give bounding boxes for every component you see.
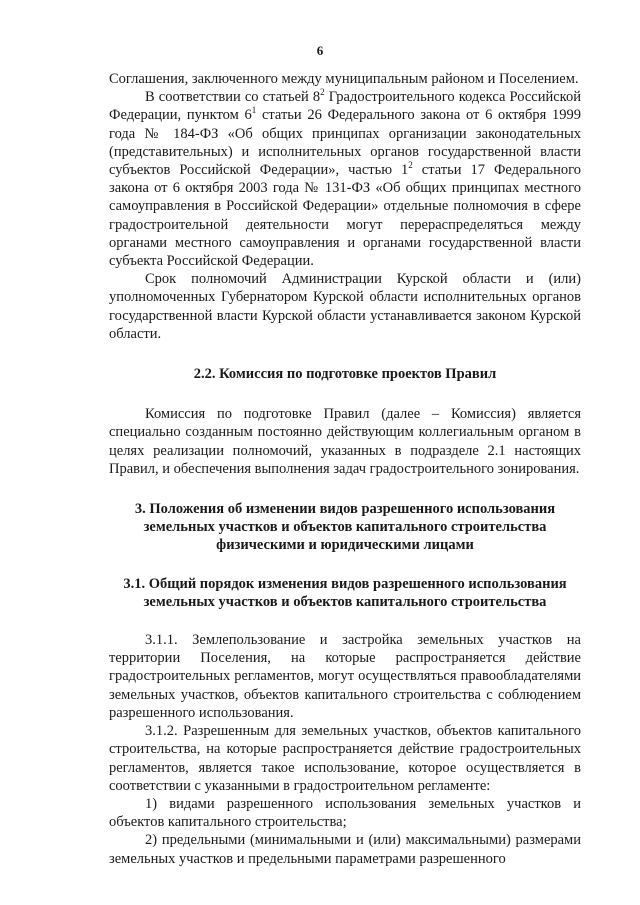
heading-line: физическими и юридическими лицами <box>216 537 474 554</box>
document-body <box>109 70 581 868</box>
paragraph-continuation: Соглашения, заключенного между муниципальным районом и Поселением. <box>109 71 579 87</box>
spacer <box>109 383 581 405</box>
paragraph-commission: Комиссия по подготовке Правил (далее – Комиссия) является специально созданным постоянно действующим коллегиальным органом в целях реализации полномочий, указанных в подразделе 2.1 настоящих Правил, и обеспечения выполнения задач градостроительного зонирования. <box>109 406 581 477</box>
spacer <box>109 555 581 575</box>
heading-line: 3. Положения об изменении видов разрешенного использования <box>134 501 556 518</box>
spacer <box>109 478 581 500</box>
section-heading-2-2: 2.2. Комиссия по подготовке проектов Правил <box>193 366 497 383</box>
paragraph-3-1-2: 3.1.2. Разрешенным для земельных участков, объектов капитального строительства, на которые распространяется действие градостроительных регламентов, является такое использование, которое осуществляется в соответствии с указанными в градостроительном регламенте: <box>109 723 581 794</box>
section-heading-3 <box>109 500 581 555</box>
list-item-2: 2) предельными (минимальными и (или) максимальными) размерами земельных участков и предельными параметрами разрешенного <box>109 832 581 867</box>
heading-line: 3.1. Общий порядок изменения видов разрешенного использования <box>123 575 567 592</box>
superscript: 1 <box>251 105 257 116</box>
spacer <box>109 611 581 631</box>
spacer <box>109 343 581 365</box>
heading-line: земельных участков и объектов капитального строительства <box>143 593 547 610</box>
list-item-1: 1) видами разрешенного использования земельных участков и объектов капитального строительства; <box>109 795 581 831</box>
superscript: 2 <box>320 87 325 98</box>
text-span: В соответствии со статьей 8 <box>145 89 321 106</box>
page-number: 6 <box>316 43 324 58</box>
text-span: статьи 26 Федерального закона от 6 октября 1999 года № 184-ФЗ «Об общих принципах организации законодательных (представительных) и исполнительных органов государственной власти субъектов Российской Федерации», частью 1 <box>109 107 581 179</box>
heading-line: земельных участков и объектов капитального строительства <box>143 519 547 536</box>
superscript: 2 <box>408 160 413 171</box>
paragraph-3-1-1: 3.1.1. Землепользование и застройка земельных участков на территории Поселения, на которые распространяется действие градостроительных регламентов, могут осуществляться правообладателями земельных участков, объектов капитального строительства с соблюдением разрешенного использования. <box>109 632 581 721</box>
text-span: Градостроительного кодекса Российской Федерации, пунктом 6 <box>109 89 581 124</box>
paragraph-term: Срок полномочий Администрации Курской области и (или) уполномоченных Губернатором Курской области исполнительных органов государственной власти Курской области устанавливается законом Курской области. <box>109 271 581 342</box>
paragraph-legal-basis <box>109 88 581 270</box>
text-span: статьи 17 Федерального закона от 6 октября 2003 года № 131-ФЗ «Об общих принципах местного самоуправления в Российской Федерации» отдельные полномочия в сфере градостроительной деятельности могут перераспределяться между органами местного самоуправления и органами государственной власти субъекта Российской Федерации. <box>109 162 581 270</box>
section-heading-3-1 <box>109 575 581 611</box>
